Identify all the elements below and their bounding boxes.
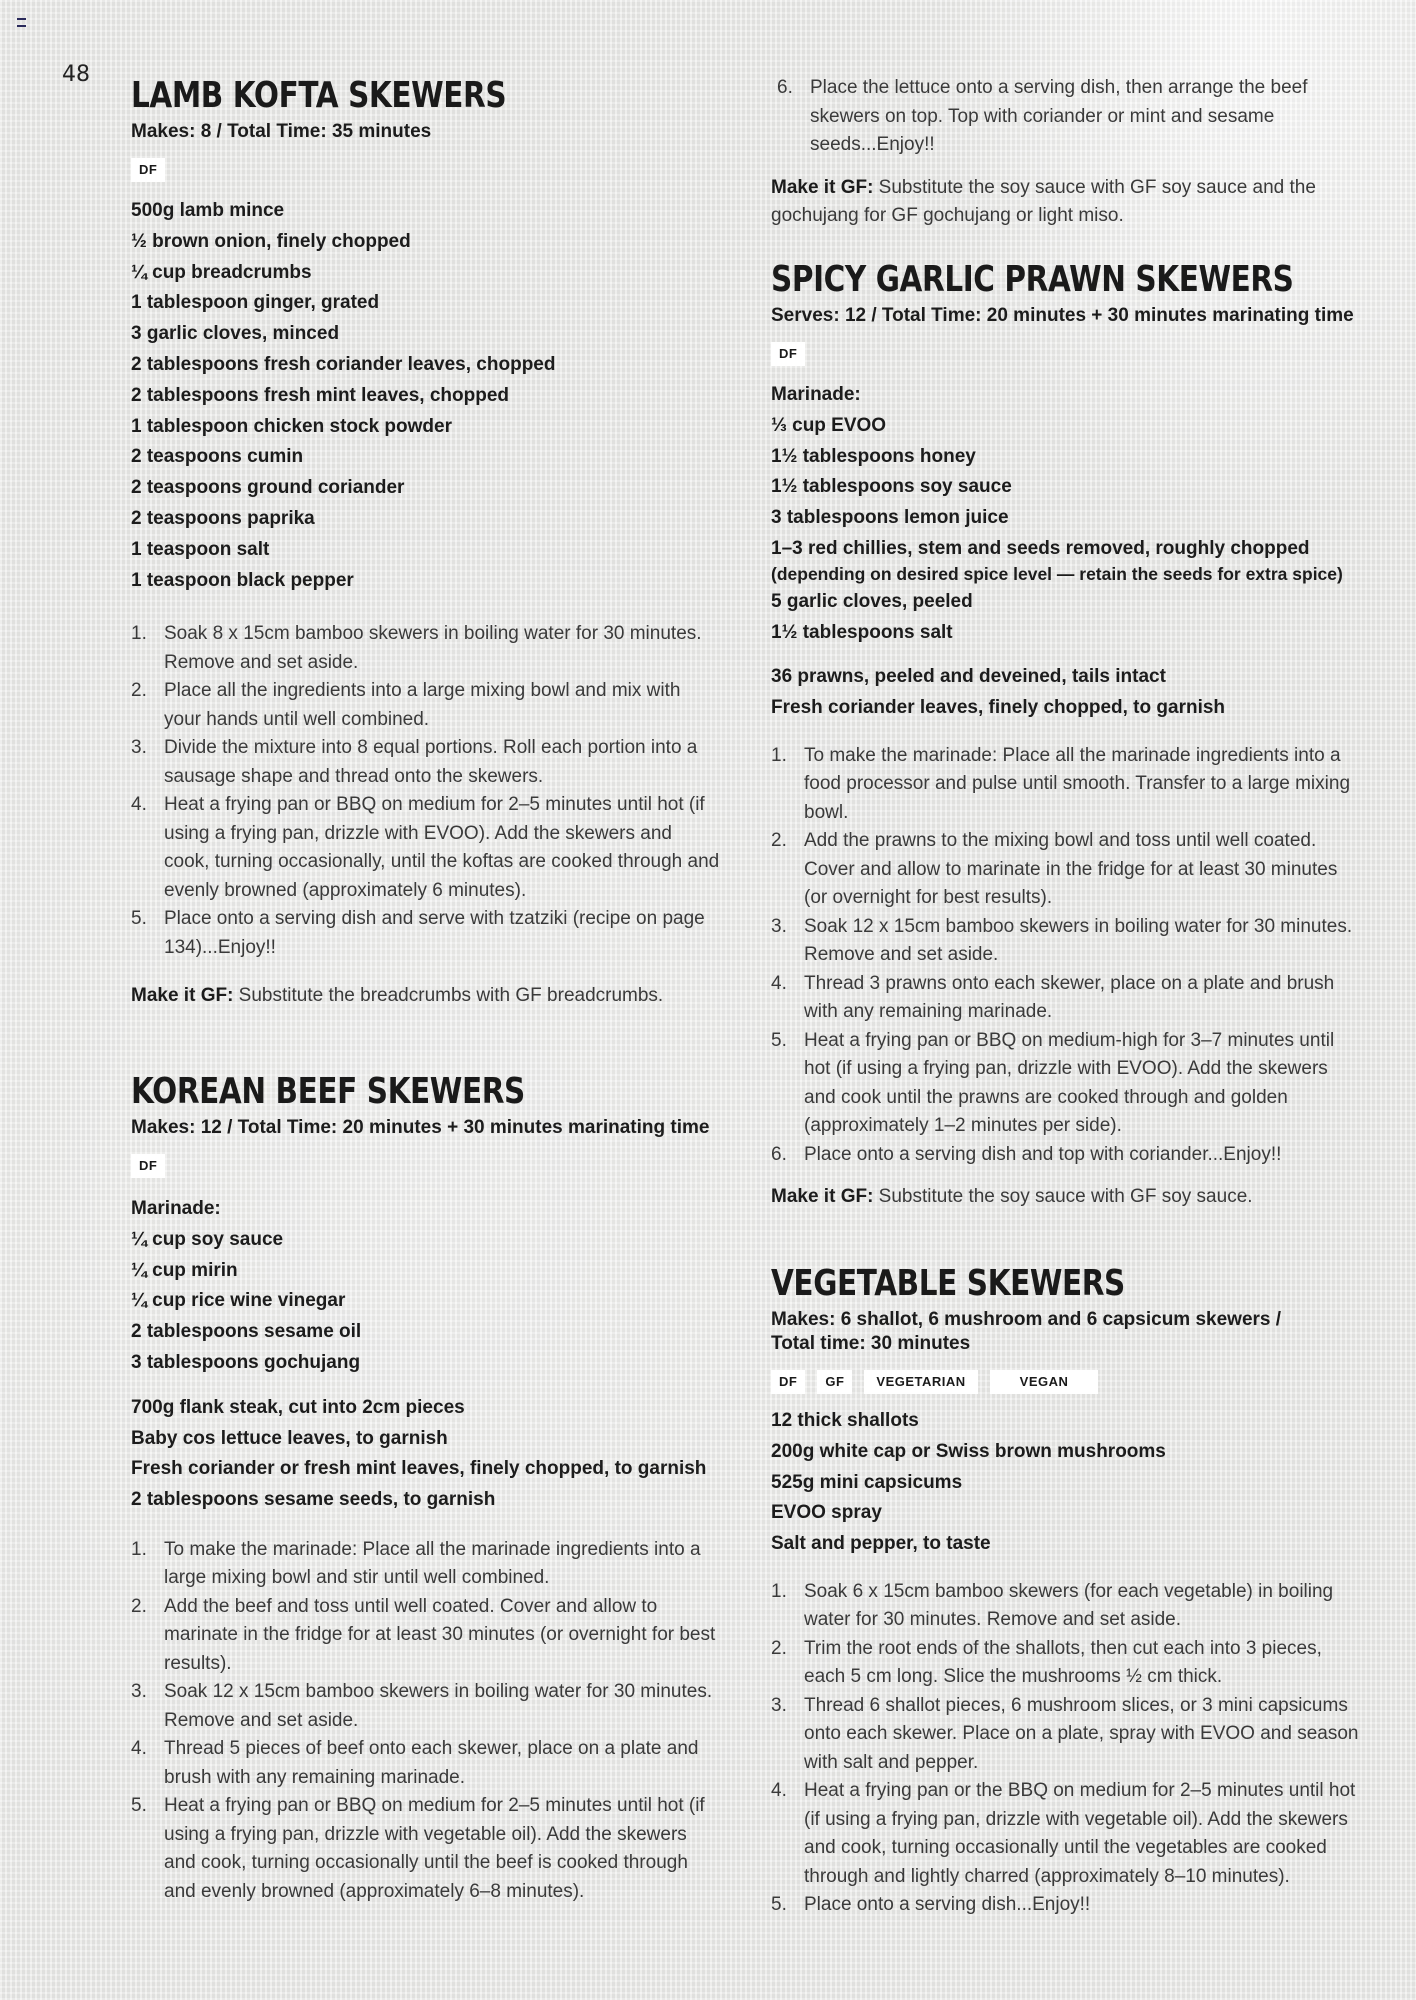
recipe-title: KOREAN BEEF SKEWERS: [131, 1071, 525, 1112]
ingredient: 500g lamb mince: [131, 200, 285, 221]
method-step: [771, 1635, 1361, 1692]
step-number: 5.: [771, 1894, 787, 1916]
method-step: [771, 827, 1361, 913]
ingredient: 5 garlic cloves, peeled: [771, 590, 973, 612]
recipe-meta: Makes: 12 / Total Time: 20 minutes + 30 minutes marinating time: [131, 1117, 710, 1138]
marinade-label: Marinade:: [771, 384, 861, 405]
ingredient: Baby cos lettuce leaves, to garnish: [131, 1427, 448, 1449]
step-text: Add the prawns to the mixing bowl and toss until well coated. Cover and allow to marinate in the fridge for at least 30 minutes (or overnight for best results).: [804, 830, 1338, 909]
diet-tags: [771, 342, 1381, 366]
method-step: [131, 734, 721, 791]
step-number: 3.: [771, 915, 787, 937]
method-step: [131, 1536, 721, 1593]
ingredient: ½ brown onion, finely chopped: [131, 230, 411, 252]
step-number: 2.: [131, 680, 147, 702]
step-text: Soak 12 x 15cm bamboo skewers in boiling water for 30 minutes. Remove and set aside.: [804, 915, 1353, 966]
method-step: [771, 1777, 1361, 1891]
make-it-gf-note: [771, 174, 1361, 231]
ingredient-note: (depending on desired spice level — retain the seeds for extra spice): [771, 563, 1343, 584]
ingredient: Fresh coriander or fresh mint leaves, finely chopped, to garnish: [131, 1458, 707, 1480]
step-number: 5.: [131, 1795, 147, 1817]
tag-df: DF: [131, 1154, 165, 1178]
step-text: To make the marinade: Place all the marinade ingredients into a large mixing bowl and stir until well combined.: [164, 1538, 701, 1589]
recipe-title: VEGETABLE SKEWERS: [771, 1263, 1125, 1304]
tag-df: DF: [771, 1370, 805, 1394]
step-number: 6.: [777, 77, 793, 98]
recipe-meta-line2: Total time: 30 minutes: [771, 1333, 971, 1354]
ingredient: Salt and pepper, to taste: [771, 1533, 991, 1555]
step-number: 4.: [771, 972, 787, 994]
ingredient-list: [771, 1406, 1361, 1560]
step-text: Soak 6 x 15cm bamboo skewers (for each vegetable) in boiling water for 30 minutes. Remove and set aside.: [804, 1580, 1334, 1631]
recipe-vegetable-skewers: [771, 1262, 1361, 1920]
step-text: Heat a frying pan or the BBQ on medium for 2–5 minutes until hot (if using a frying pan, drizzle with vegetable oil). Add the skewers and cook, turning occasionally until the vegetables are cooked through and lightly charred (approximately 8–10 minutes).: [804, 1780, 1356, 1887]
recipe-korean-beef-continued: [771, 74, 1361, 231]
step-number: 3.: [771, 1694, 787, 1716]
recipe-lamb-kofta: [131, 74, 721, 1011]
diet-tags: [131, 1154, 721, 1178]
ingredient: 2 tablespoons sesame oil: [131, 1321, 362, 1343]
diet-tags: [771, 1370, 1361, 1394]
method-step: [131, 1735, 721, 1792]
step-number: 2.: [131, 1595, 147, 1617]
method-step: [771, 1027, 1361, 1141]
gf-text: Substitute the soy sauce with GF soy sauce and the gochujang for GF gochujang or light miso.: [771, 176, 1316, 226]
make-it-gf-note: [771, 1183, 1381, 1212]
step-text: Heat a frying pan or BBQ on medium-high for 3–7 minutes until hot (if using a frying pan, drizzle with EVOO). Add the skewers and cook until the prawns are cooked through and golden (approximately 1–2 minutes per side).: [804, 1029, 1335, 1137]
method-step: [131, 791, 721, 905]
method-step: [771, 1578, 1361, 1635]
marinade-label: Marinade:: [131, 1198, 221, 1219]
step-number: 1.: [771, 1580, 787, 1602]
ingredient: 2 teaspoons cumin: [131, 446, 304, 468]
ingredient: ¼ cup rice wine vinegar: [131, 1290, 346, 1312]
method-step: [771, 970, 1361, 1027]
step-text: Place onto a serving dish and serve with tzatziki (recipe on page 134)...Enjoy!!: [164, 908, 705, 958]
ingredient: ¼ cup soy sauce: [131, 1228, 284, 1250]
ingredient: EVOO spray: [771, 1502, 882, 1524]
method-step: [771, 1141, 1361, 1170]
ingredient: 1 tablespoon ginger, grated: [131, 292, 380, 314]
ingredient: 2 teaspoons ground coriander: [131, 477, 405, 499]
method-steps: [771, 742, 1361, 1170]
ingredient: 1½ tablespoons honey: [771, 445, 976, 467]
method-step: [771, 1692, 1361, 1778]
method-step: [131, 1792, 721, 1906]
recipe-korean-beef: [131, 1070, 721, 1906]
step-number: 4.: [131, 794, 147, 816]
method-steps: [131, 620, 721, 962]
marinade-list: [131, 1194, 721, 1379]
step-number: 5.: [131, 908, 147, 930]
step-number: 3.: [131, 1681, 147, 1703]
ingredient: 525g mini capsicums: [771, 1471, 963, 1493]
ingredient: 3 tablespoons gochujang: [131, 1351, 361, 1373]
step-text: Place all the ingredients into a large mixing bowl and mix with your hands until well combined.: [164, 680, 681, 730]
ingredient: 2 teaspoons paprika: [131, 507, 315, 529]
method-step: [771, 742, 1361, 828]
step-number: 5.: [771, 1029, 787, 1051]
ingredient: 1½ tablespoons soy sauce: [771, 476, 1012, 498]
ingredient: 1 teaspoon black pepper: [131, 569, 354, 591]
ingredient: 1 teaspoon salt: [131, 538, 270, 560]
step-text: Thread 5 pieces of beef onto each skewer, place on a plate and brush with any remaining marinade.: [164, 1738, 699, 1788]
step-text: Soak 12 x 15cm bamboo skewers in boiling water for 30 minutes. Remove and set aside.: [164, 1681, 713, 1731]
ingredient: 2 tablespoons fresh coriander leaves, chopped: [131, 353, 556, 375]
gf-label: Make it GF:: [771, 1186, 874, 1208]
step-number: 4.: [131, 1738, 147, 1760]
ingredient: 1½ tablespoons salt: [771, 621, 953, 643]
step-text: Heat a frying pan or BBQ on medium for 2–5 minutes until hot (if using a frying pan, drizzle with vegetable oil). Add the skewers and cook, turning occasionally until the beef is cooked through and evenly browned (approximately 6–8 minutes).: [164, 1795, 705, 1902]
ingredient: Fresh coriander leaves, finely chopped, to garnish: [771, 697, 1226, 719]
method-step: [131, 620, 721, 677]
ingredient: 200g white cap or Swiss brown mushrooms: [771, 1440, 1166, 1462]
step-number: 3.: [131, 737, 147, 759]
step-number: 1.: [771, 744, 787, 766]
ingredient: ¼ cup mirin: [131, 1259, 238, 1281]
step-number: 4.: [771, 1780, 787, 1802]
step-number: 1.: [131, 1538, 147, 1560]
step-text: Place the lettuce onto a serving dish, then arrange the beef skewers on top. Top with coriander or mint and sesame seeds...Enjoy!!: [810, 77, 1308, 155]
recipe-spicy-garlic-prawn: [771, 258, 1381, 1212]
method-step: [771, 1891, 1361, 1920]
method-steps: [771, 74, 1361, 160]
ingredient: 1 tablespoon chicken stock powder: [131, 415, 452, 437]
method-steps: [131, 1536, 721, 1907]
gf-text: Substitute the soy sauce with GF soy sauce.: [873, 1186, 1253, 1208]
ingredient: ⅓ cup EVOO: [771, 414, 887, 436]
gf-label: Make it GF:: [131, 985, 234, 1007]
step-text: Place onto a serving dish and top with coriander...Enjoy!!: [804, 1143, 1282, 1165]
ingredient: 2 tablespoons sesame seeds, to garnish: [131, 1489, 496, 1511]
ingredient: 3 tablespoons lemon juice: [771, 507, 1009, 529]
ingredient: 700g flank steak, cut into 2cm pieces: [131, 1396, 465, 1418]
recipe-meta: [771, 1308, 1361, 1356]
ingredient: 2 tablespoons fresh mint leaves, chopped: [131, 384, 509, 406]
step-number: 6.: [771, 1143, 787, 1165]
ingredient: ¼ cup breadcrumbs: [131, 261, 312, 283]
recipe-meta: Makes: 8 / Total Time: 35 minutes: [131, 121, 432, 142]
make-it-gf-note: [131, 982, 721, 1011]
tag-gf: GF: [817, 1370, 852, 1394]
ingredient: 1–3 red chillies, stem and seeds removed, roughly chopped: [771, 537, 1310, 559]
ingredient-list: [771, 662, 1381, 724]
tag-df: DF: [771, 342, 805, 366]
step-text: Divide the mixture into 8 equal portions. Roll each portion into a sausage shape and thread onto the skewers.: [164, 737, 698, 787]
recipe-meta-line1: Makes: 6 shallot, 6 mushroom and 6 capsicum skewers /: [771, 1309, 1282, 1330]
method-step: [777, 74, 1361, 160]
step-text: To make the marinade: Place all the marinade ingredients into a food processor and pulse until smooth. Transfer to a large mixing bowl.: [804, 744, 1351, 823]
step-text: Soak 8 x 15cm bamboo skewers in boiling water for 30 minutes. Remove and set aside.: [164, 623, 702, 673]
step-number: 2.: [771, 1637, 787, 1659]
gf-text: Substitute the breadcrumbs with GF breadcrumbs.: [233, 985, 664, 1007]
recipe-meta: Serves: 12 / Total Time: 20 minutes + 30 minutes marinating time: [771, 305, 1354, 326]
step-text: Thread 3 prawns onto each skewer, place on a plate and brush with any remaining marinade.: [804, 972, 1335, 1023]
step-text: Place onto a serving dish...Enjoy!!: [804, 1894, 1091, 1916]
ingredient: 12 thick shallots: [771, 1410, 919, 1431]
method-steps: [771, 1578, 1361, 1920]
tag-df: DF: [131, 158, 165, 182]
gf-label: Make it GF:: [771, 176, 874, 198]
page-number: 48: [62, 62, 90, 87]
method-step: [771, 913, 1361, 970]
tag-vegan: VEGAN: [990, 1370, 1099, 1394]
step-text: Heat a frying pan or BBQ on medium for 2–5 minutes until hot (if using a frying pan, drizzle with EVOO). Add the skewers and cook, turning occasionally, until the koftas are cooked through and evenly browned (approximately 6 minutes).: [164, 794, 720, 901]
recipe-title: LAMB KOFTA SKEWERS: [131, 75, 507, 116]
method-step: [131, 905, 721, 962]
step-number: 1.: [131, 623, 147, 645]
diet-tags: [131, 158, 721, 182]
method-step: [131, 1678, 721, 1735]
marinade-list: [771, 380, 1381, 648]
step-text: Add the beef and toss until well coated. Cover and allow to marinate in the fridge for at least 30 minutes (or overnight for best results).: [164, 1595, 716, 1674]
ingredient: 3 garlic cloves, minced: [131, 323, 340, 345]
menu-icon[interactable]: [17, 18, 26, 27]
ingredient-list: [131, 196, 721, 596]
step-text: Thread 6 shallot pieces, 6 mushroom slices, or 3 mini capsicums onto each skewer. Place on a plate, spray with EVOO and season with salt and pepper.: [804, 1694, 1359, 1773]
tag-vegetarian: VEGETARIAN: [864, 1370, 977, 1394]
step-number: 2.: [771, 830, 787, 852]
method-step: [131, 677, 721, 734]
method-step: [131, 1593, 721, 1679]
ingredient-list: [131, 1393, 721, 1516]
step-text: Trim the root ends of the shallots, then cut each into 3 pieces, each 5 cm long. Slice the mushrooms ½ cm thick.: [804, 1637, 1322, 1688]
recipe-title: SPICY GARLIC PRAWN SKEWERS: [771, 259, 1294, 300]
ingredient: 36 prawns, peeled and deveined, tails intact: [771, 666, 1166, 688]
